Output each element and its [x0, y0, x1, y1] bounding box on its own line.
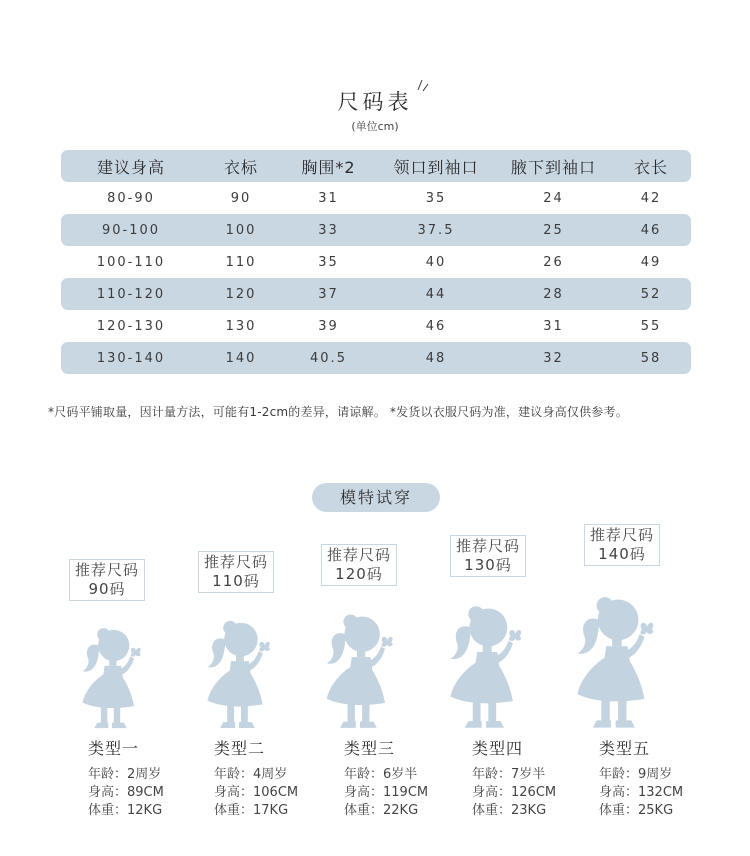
table-cell: 35 [318, 254, 339, 270]
model-weight: 体重：22KG [344, 803, 419, 818]
size-table [61, 150, 691, 374]
model-height: 身高：89CM [88, 785, 164, 800]
table-cell: 37.5 [376, 214, 496, 246]
recommended-size-label: 推荐尺码 [326, 546, 391, 564]
model-height: 身高：126CM [472, 785, 557, 800]
recommended-size-label: 推荐尺码 [203, 553, 268, 571]
recommended-size-value: 110码 [212, 572, 260, 590]
table-cell: 26 [543, 254, 564, 270]
table-cell: 28 [496, 278, 611, 310]
table-cell: 31 [318, 190, 339, 206]
girl-silhouette-icon [571, 584, 658, 730]
measurement-note: *尺码平铺取量，因计量方法，可能有1-2cm的差异，请谅解。 *发货以衣服尺码为准，建议身高仅供参考。 [48, 405, 628, 419]
table-cell: 39 [318, 318, 339, 334]
table-cell: 80-90 [107, 190, 155, 206]
model-type: 类型四 [472, 739, 524, 758]
table-cell: 52 [611, 278, 691, 310]
table-cell: 40 [425, 254, 447, 270]
model-type: 类型三 [344, 739, 396, 758]
model-age: 年龄：2周岁 [88, 767, 162, 782]
table-cell: 25 [496, 214, 611, 246]
recommended-size-value: 140码 [598, 545, 646, 563]
size-chart-header [0, 86, 750, 134]
table-header-row [61, 150, 691, 182]
recommended-size-box [450, 535, 526, 577]
table-cell: 49 [640, 254, 662, 270]
model-type: 类型一 [88, 739, 140, 758]
header-cell: 衣标 [201, 150, 281, 182]
model-info [88, 740, 164, 820]
recommended-size-box [584, 524, 660, 566]
model-info [599, 740, 683, 820]
model-info [214, 740, 298, 820]
recommended-size-value: 90码 [88, 580, 126, 598]
model-info [472, 740, 556, 820]
model-weight: 体重：25KG [599, 803, 674, 818]
table-cell: 140 [201, 342, 281, 374]
recommended-size-value: 130码 [464, 556, 512, 574]
table-cell: 100 [201, 214, 281, 246]
model-type: 类型二 [214, 739, 266, 758]
girl-silhouette-icon [321, 603, 397, 730]
table-row [61, 278, 691, 310]
table-cell: 90-100 [61, 214, 201, 246]
table-cell: 110-120 [61, 278, 201, 310]
page-title [338, 86, 413, 116]
model-age: 年龄：6岁半 [344, 767, 418, 782]
recommended-size-box [69, 559, 145, 601]
table-cell: 40.5 [281, 342, 376, 374]
title-text: 尺码表 [337, 90, 413, 114]
recommended-size-label: 推荐尺码 [589, 526, 654, 544]
model-height: 身高：106CM [214, 785, 299, 800]
table-cell: 120 [201, 278, 281, 310]
table-cell: 110 [225, 254, 257, 270]
model-height: 身高：119CM [344, 785, 429, 800]
table-cell: 90 [230, 190, 252, 206]
accent-ticks-icon [415, 78, 429, 92]
model-age: 年龄：9周岁 [599, 767, 673, 782]
model-weight: 体重：17KG [214, 803, 289, 818]
table-row [61, 246, 691, 278]
table-cell: 130-140 [61, 342, 201, 374]
table-cell: 44 [376, 278, 496, 310]
table-cell: 24 [543, 190, 564, 206]
table-cell: 48 [376, 342, 496, 374]
table-cell: 46 [611, 214, 691, 246]
girl-silhouette-icon [202, 610, 274, 730]
header-cell: 腋下到袖口 [496, 150, 611, 182]
header-cell: 建议身高 [61, 150, 201, 182]
recommended-size-box [321, 544, 397, 586]
table-row [61, 214, 691, 246]
model-weight: 体重：12KG [88, 803, 163, 818]
table-cell: 46 [425, 318, 447, 334]
model-height: 身高：132CM [599, 785, 684, 800]
recommended-size-label: 推荐尺码 [74, 561, 139, 579]
recommended-size-value: 120码 [335, 565, 383, 583]
section-title-pill: 模特试穿 [312, 483, 440, 512]
model-type: 类型五 [599, 739, 651, 758]
table-cell: 55 [640, 318, 662, 334]
table-cell: 37 [281, 278, 376, 310]
girl-silhouette-icon [444, 594, 526, 730]
recommended-size-label: 推荐尺码 [455, 537, 520, 555]
header-cell: 领口到袖口 [376, 150, 496, 182]
table-cell: 120-130 [96, 318, 166, 334]
model-age: 年龄：7岁半 [472, 767, 546, 782]
table-cell: 58 [611, 342, 691, 374]
table-cell: 100-110 [96, 254, 166, 270]
header-cell: 胸围*2 [281, 150, 376, 182]
model-age: 年龄：4周岁 [214, 767, 288, 782]
table-cell: 31 [543, 318, 564, 334]
table-cell: 32 [496, 342, 611, 374]
table-row [61, 182, 691, 214]
table-row [61, 342, 691, 374]
table-cell: 42 [640, 190, 662, 206]
table-row [61, 310, 691, 342]
model-weight: 体重：23KG [472, 803, 547, 818]
table-cell: 33 [281, 214, 376, 246]
model-info [344, 740, 428, 820]
table-cell: 130 [225, 318, 257, 334]
unit-label: (单位cm) [351, 120, 399, 133]
girl-silhouette-icon [78, 618, 144, 730]
table-cell: 35 [425, 190, 447, 206]
recommended-size-box [198, 551, 274, 593]
header-cell: 衣长 [611, 150, 691, 182]
